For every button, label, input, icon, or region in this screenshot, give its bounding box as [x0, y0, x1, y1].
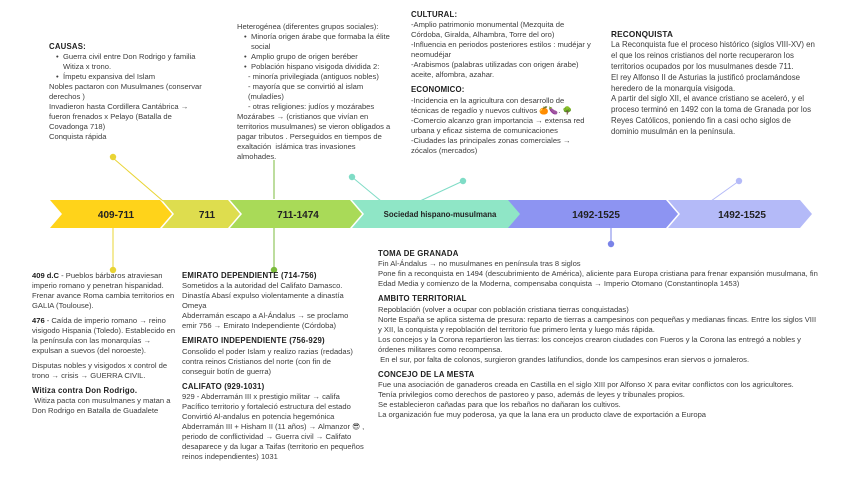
mesta-lines-line-0: Fue una asociación de ganaderos creada en Castilla en el siglo XIII por Alfonso X para evitar conflictos con los agricultores.	[378, 379, 794, 389]
dep-lines-line-0: Sometidos a la autoridad del Califato Damasco.	[182, 281, 343, 291]
emirato-ind-title: EMIRATO INDEPENDIENTE (756-929)	[182, 336, 325, 346]
mesta-lines-line-1: Tenía privilegios como derechos de pastoreo y paso, además de leyes y tribunales propios.	[378, 390, 685, 399]
segment-label-0: 409-711	[97, 210, 135, 221]
connector-cultural	[420, 181, 463, 201]
soc-lines-line-0: Heterogénea (diferentes grupos sociales):	[237, 22, 379, 31]
connector-causas	[113, 158, 163, 201]
cult-lines-line-1: -Influencia en periodos posteriores estilos : mudéjar y neomudéjar	[411, 40, 593, 60]
califato-title: CALIFATO (929-1031)	[182, 381, 265, 391]
cal-lines-line-0: 929 - Abderramán III x prestigio militar → califa Pacífico territorio y fortaleció estructura del estado Convirtió Al-andalus en potencia hegemónica Abderramán III + Hisham II (11 años) → Almanzor 😎 , periodo de conflictividad → Guerra civil → Califato desaparece y da lugar a Taifas (territorio en pequeños reinos independientes) 1031	[182, 391, 367, 462]
causas-lines	[49, 52, 209, 142]
reconquista-block	[611, 29, 818, 138]
gran-lines-line-0: Fin Al-Ándalus → no musulmanes en península tras 8 siglos	[378, 259, 581, 269]
soc-lines-line-4: - minoría privilegiada (antiguos nobles)	[248, 72, 379, 82]
mesta-title: CONCEJO DE LA MESTA	[378, 369, 475, 379]
soc-lines-line-2: • Amplio grupo de origen beréber	[237, 52, 393, 62]
sociedad-lines	[237, 22, 393, 162]
visigodos-p4-title: Witiza contra Don Rodrigo.	[32, 386, 138, 396]
segment-label-2: 711-1474	[277, 210, 319, 221]
dep-lines-line-2: Abderramán escapo a Al-Ándalus → se proclamo emir 756 → Emirato Independiente (Córdoba)	[182, 311, 351, 331]
cult-lines-line-2: -Arabismos (palabras utilizadas con origen árabe) aceite, alfombra, azahar.	[411, 60, 581, 80]
segment-label-4: 1492-1525	[572, 210, 620, 221]
visigodos-p2-year: 476	[32, 316, 45, 326]
soc-lines-line-6: - otras religiones: judíos y mozárabes	[248, 102, 375, 112]
dep-lines-line-1: Dinastía Abasí expulso violentamente a dinastía Omeya	[182, 291, 346, 311]
soc-lines-line-5: - mayoría que se convirtió al islam (muladíes)	[248, 82, 366, 102]
visigodos-p2: - Caída de imperio romano → reino visigodo Hispania (Toledo). Establecido en la península con las monarquías → expulsan a suevos (del noroeste).	[32, 316, 178, 356]
granada-lines	[378, 259, 818, 289]
causas-title: CAUSAS:	[49, 42, 86, 51]
dot-granada	[608, 241, 614, 247]
cultural-block	[411, 10, 591, 156]
ind-lines-line-0: Consolido el poder Islam y realizo razias (redadas) contra reinos Cristianos del norte (con fin de conseguir botín de guerra)	[182, 346, 356, 376]
sociedad-block	[237, 22, 393, 162]
causas-lines-line-1: • Ímpetu expansiva del Islam	[49, 72, 209, 82]
recon-lines-line-2: A partir del siglo XII, el avance cristiano se aceleró, y el proceso terminó en 1492 con la toma de Granada por los Reyes Católicos, poniendo fin a casi ocho siglos de dominio musulmán en la península.	[611, 94, 814, 136]
terr-lines-line-2: Los concejos y la Corona repartieron las tierras: los concejos crearon ciudades con Fueros y la Corona las entregó a nobles y órdenes militares como recompensa.	[378, 334, 804, 354]
cultural-title: CULTURAL:	[411, 10, 458, 19]
causas-lines-line-3: Invadieron hasta Cordillera Cantábrica → fueron frenados x Pelayo (Batalla de Covadonga 718)	[49, 102, 191, 132]
visigodos-p3: Disputas nobles y visigodos x control de trono → crisis → GUERRA CIVIL.	[32, 361, 170, 381]
terr-lines-line-1: Norte España se aplica sistema de presura: reparto de tierras a campesinos con pequeñas y medianas fincas. Entre los siglos VIII y XII, la conquista y repoblación del territorio fue primero lenta y luego más rápida.	[378, 314, 819, 334]
emirato-dep-title: EMIRATO DEPENDIENTE (714-756)	[182, 271, 317, 280]
dot-reconquista	[736, 178, 742, 184]
cultural-lines	[411, 20, 591, 80]
emirato-dep-lines	[182, 281, 365, 331]
territorial-title: AMBITO TERRITORIAL	[378, 294, 467, 304]
dot-sociedad	[349, 174, 355, 180]
segment-label-1: 711	[198, 210, 216, 221]
emirato-block	[182, 271, 365, 462]
visigodos-p4: Witiza pacta con musulmanes y matan a Don Rodrigo en Batalla de Guadalete	[32, 396, 173, 416]
eco-lines-line-1: -Comercio alcanzo gran importancia → extensa red urbana y eficaz sistema de comunicaciones	[411, 115, 587, 135]
eco-lines-line-0: -Incidencia en la agricultura con desarrollo de técnicas de regadío y nuevos cultivos 🍊🍆. 🌳	[411, 95, 572, 115]
mesta-lines	[378, 380, 818, 420]
granada-block	[378, 249, 818, 420]
reconquista-lines	[611, 40, 818, 137]
dot-cultural	[460, 178, 466, 184]
segment-label-3: Sociedad hispano-musulmana	[383, 210, 497, 219]
terr-lines-line-3: En el sur, por falta de colonos, surgieron grandes latifundios, donde los campesinos eran siervos o jornaleros.	[378, 354, 750, 364]
soc-lines-line-3: • Población hispano visigoda dividida 2:	[237, 62, 393, 72]
connector-hetero	[352, 177, 381, 201]
cult-lines-line-0: -Amplio patrimonio monumental (Mezquita de Córdoba, Giralda, Alhambra, Torre del oro)	[411, 20, 567, 40]
territorial-lines	[378, 305, 818, 365]
economico-lines	[411, 96, 591, 156]
causas-lines-line-0: • Guerra civil entre Don Rodrigo y familia Witiza x trono.	[49, 52, 209, 72]
visigodos-p1-year: 409 d.C	[32, 271, 60, 280]
visigodos-p1: - Pueblos bárbaros atraviesan imperio romano y penetran hispanidad. Frenar avance Roma cambia territorios en GALIA (Toulouse).	[32, 271, 177, 311]
soc-lines-line-7: Mozárabes → (cristianos que vivían en territorios musulmanes) se vieron obligados a pagar tributos . Perseguidos en tiempos de exaltación islámica tras invasiones almohades.	[237, 112, 393, 162]
dot-causas	[110, 154, 116, 160]
eco-lines-line-2: -Ciudades las principales zonas comerciales → zócalos (mercados)	[411, 135, 573, 155]
causas-lines-line-2: Nobles pactaron con Musulmanes (conservar derechos )	[49, 82, 204, 102]
recon-lines-line-0: La Reconquista fue el proceso histórico (siglos VIII-XV) en el que los reinos cristianos del norte recuperaron los territorios ocupados por los musulmanes desde 711.	[611, 40, 818, 71]
mesta-lines-line-3: La organización fue muy poderosa, ya que la lana era un producto clave de exportación a Europa	[378, 410, 707, 420]
causas-lines-line-4: Conquista rápida	[49, 132, 107, 142]
visigodos-block	[32, 271, 178, 416]
terr-lines-line-0: Repoblación (volver a ocupar con población cristiana tierras conquistadas)	[378, 304, 629, 314]
mesta-lines-line-2: Se establecieron cañadas para que los rebaños no dañaran los cultivos.	[378, 400, 621, 410]
granada-title: TOMA DE GRANADA	[378, 249, 459, 258]
soc-lines-line-1: • Minoría origen árabe que formaba la élite social	[237, 32, 393, 52]
reconquista-title: RECONQUISTA	[611, 30, 674, 39]
emirato-ind-lines	[182, 347, 365, 377]
causas-block	[49, 42, 209, 142]
recon-lines-line-1: El rey Alfonso II de Asturias la justificó proclamándose heredero de la monarquía visigoda.	[611, 72, 803, 93]
gran-lines-line-1: Pone fin a reconquista en 1494 (descubrimiento de América), aliciente para Europa cristiana para frenar expansión musulmana, fin Edad Media y comienzo de la Moderna, compensaba conquista → Imperio Otomano (Constantinopla 1453)	[378, 269, 820, 289]
segment-label-5: 1492-1525	[718, 210, 766, 221]
economico-title: ECONOMICO:	[411, 85, 465, 95]
connector-reconquista	[711, 181, 739, 201]
califato-lines	[182, 392, 365, 462]
